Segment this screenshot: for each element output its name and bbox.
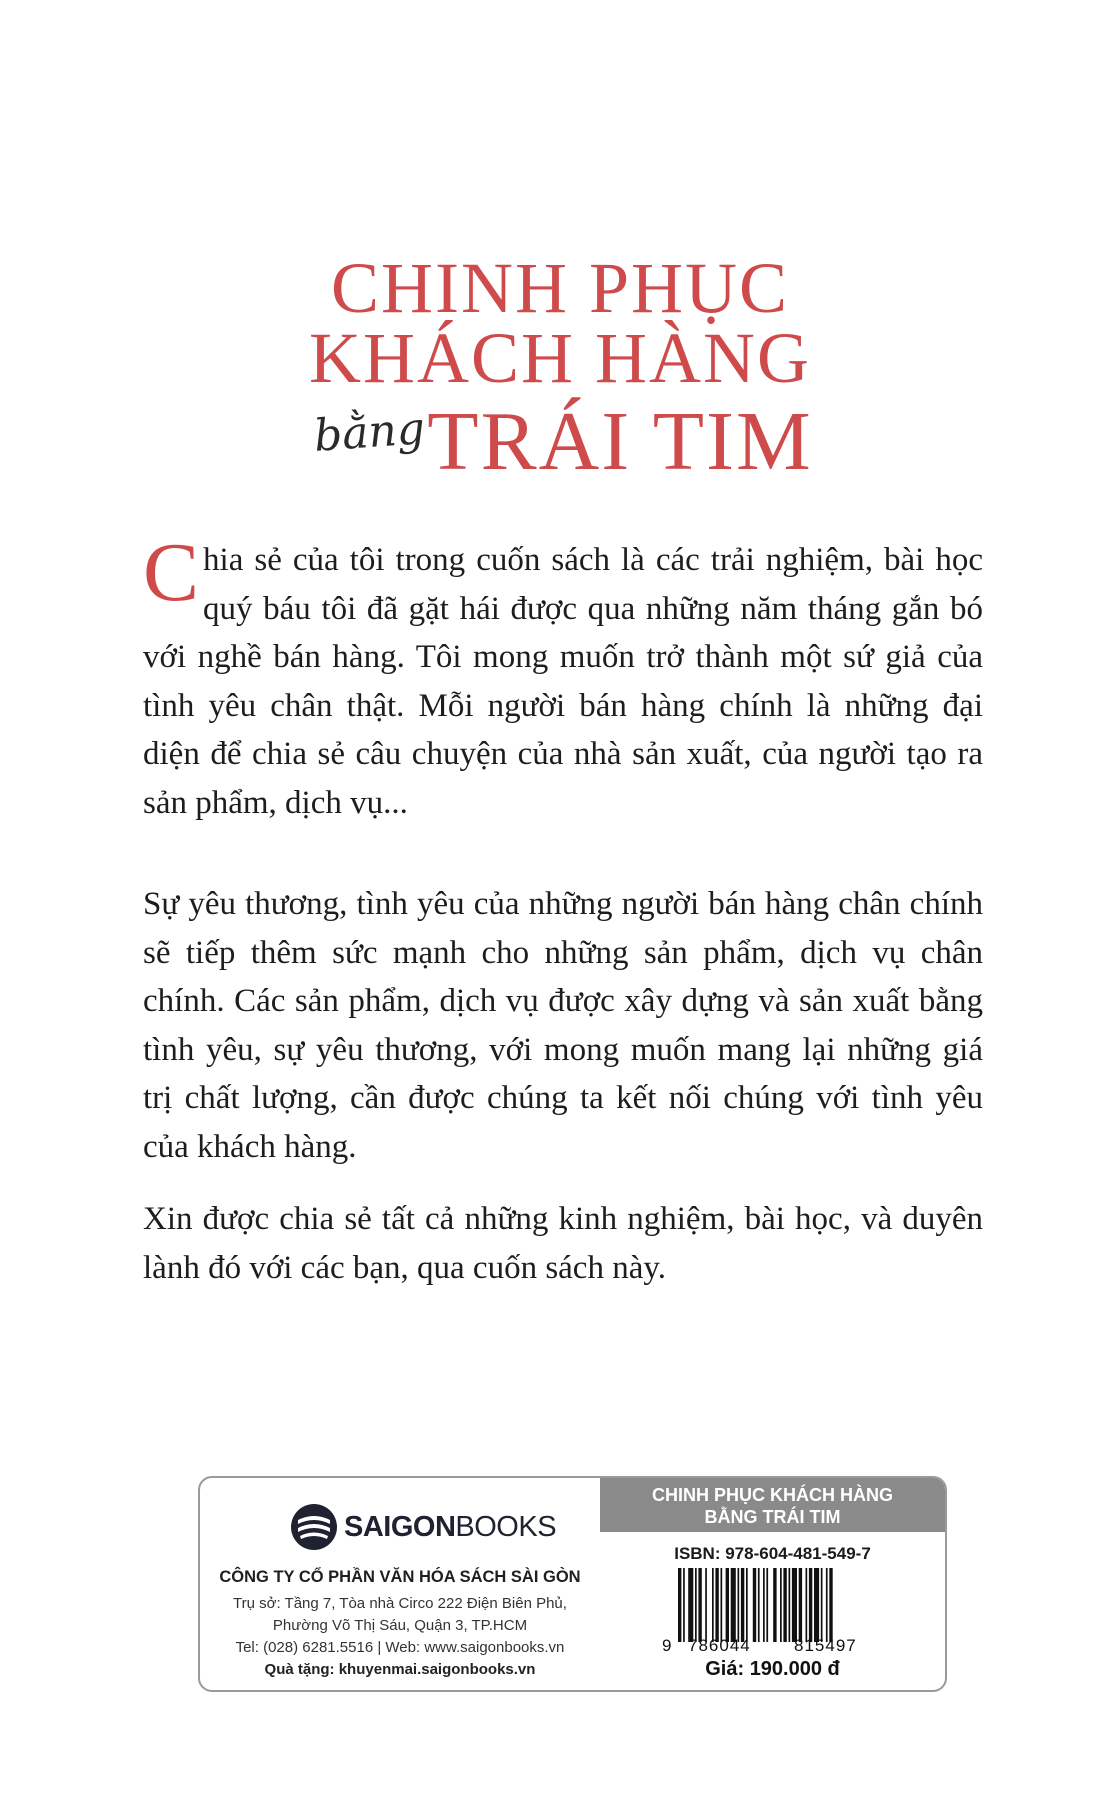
barcode-bar <box>695 1568 697 1642</box>
barcode-left-digits: 786044 <box>688 1636 751 1655</box>
publisher-info-box <box>198 1476 947 1692</box>
paragraph-1-text: hia sẻ của tôi trong cuốn sách là các trải nghiệm, bài học quý báu tôi đã gặt hái được qua những năm tháng gắn bó với nghề bán hàng. Tôi mong muốn trở thành một sứ giả của tình yêu chân thật. Mỗi người bán hàng chính là những đại diện để chia sẻ câu chuyện của nhà sản xuất, của người tạo ra sản phẩm, dịch vụ... <box>143 542 983 821</box>
barcode-bar <box>741 1568 744 1642</box>
barcode-bar <box>715 1568 718 1642</box>
barcode-bar <box>726 1568 729 1642</box>
barcode-bar <box>763 1568 765 1642</box>
logo-wordmark: SAIGONBOOKS <box>344 1510 557 1543</box>
publisher-panel <box>200 1478 600 1690</box>
price: Giá: 190.000 đ <box>705 1658 840 1680</box>
barcode-bar <box>783 1568 786 1642</box>
barcode-bar <box>766 1568 768 1642</box>
barcode-bar <box>753 1568 756 1642</box>
barcode-bar <box>829 1568 832 1642</box>
barcode-bar <box>789 1568 791 1642</box>
company-name: CÔNG TY CỔ PHẦN VĂN HÓA SÁCH SÀI GÒN <box>219 1568 581 1586</box>
barcode-bar <box>814 1568 819 1642</box>
barcode-bar <box>746 1568 748 1642</box>
barcode-bar <box>773 1568 776 1642</box>
paragraph-3: Xin được chia sẻ tất cả những kinh nghiệm, bài học, và duyên lành đó với các bạn, qua cuốn sách này. <box>143 1201 983 1286</box>
paragraph-2: Sự yêu thương, tình yêu của những người bán hàng chân chính sẽ tiếp thêm sức mạnh cho những sản phẩm, dịch vụ chân chính. Các sản phẩm, dịch vụ được xây dựng và sản xuất bằng tình yêu, sự yêu thương, với mong muốn mang lại những giá trị chất lượng, cần được chúng ta kết nối chúng với tình yêu của khách hàng. <box>143 886 983 1165</box>
barcode-bar <box>806 1568 808 1642</box>
title-line-2: KHÁCH HÀNG <box>309 318 811 398</box>
title-line-3: TRÁI TIM <box>427 395 813 488</box>
paragraph-1 <box>143 526 983 827</box>
barcode-bar <box>809 1568 812 1642</box>
barcode-bar <box>826 1568 828 1642</box>
publisher-logo <box>290 1502 556 1552</box>
product-panel <box>600 1478 945 1690</box>
address-line-1: Trụ sở: Tầng 7, Tòa nhà Circo 222 Điện Biên Phủ, <box>233 1595 567 1612</box>
saigonbooks-logo-icon <box>290 1503 338 1551</box>
product-title <box>600 1478 945 1532</box>
barcode-bar <box>821 1568 823 1642</box>
barcode-bar <box>698 1568 701 1642</box>
barcode-bar <box>705 1568 707 1642</box>
barcode-bar <box>780 1568 782 1642</box>
contact-line: Tel: (028) 6281.5516 | Web: www.saigonbooks.vn <box>235 1639 565 1656</box>
barcode-bar <box>792 1568 797 1642</box>
barcode-bar <box>738 1568 740 1642</box>
barcode <box>678 1568 883 1642</box>
barcode-first-digit: 9 <box>662 1636 672 1655</box>
barcode-bar <box>688 1568 693 1642</box>
barcode-bar <box>799 1568 802 1642</box>
title-script-word: bằng <box>312 403 427 462</box>
barcode-bar <box>758 1568 760 1642</box>
address-line-2: Phường Võ Thị Sáu, Quận 3, TP.HCM <box>272 1617 528 1634</box>
product-title-line-1: CHINH PHỤC KHÁCH HÀNG <box>652 1485 893 1505</box>
barcode-right-digits: 815497 <box>794 1636 857 1655</box>
barcode-bar <box>721 1568 723 1642</box>
drop-cap: C <box>143 526 200 619</box>
barcode-bar <box>678 1568 681 1642</box>
isbn: ISBN: 978-604-481-549-7 <box>674 1544 871 1563</box>
product-title-line-2: BẰNG TRÁI TIM <box>704 1507 841 1527</box>
barcode-bar <box>712 1568 714 1642</box>
gift-line: Quà tặng: khuyenmai.saigonbooks.vn <box>264 1661 536 1678</box>
title-line-1: CHINH PHỤC <box>330 248 790 328</box>
barcode-bar <box>731 1568 736 1642</box>
barcode-bar <box>683 1568 685 1642</box>
